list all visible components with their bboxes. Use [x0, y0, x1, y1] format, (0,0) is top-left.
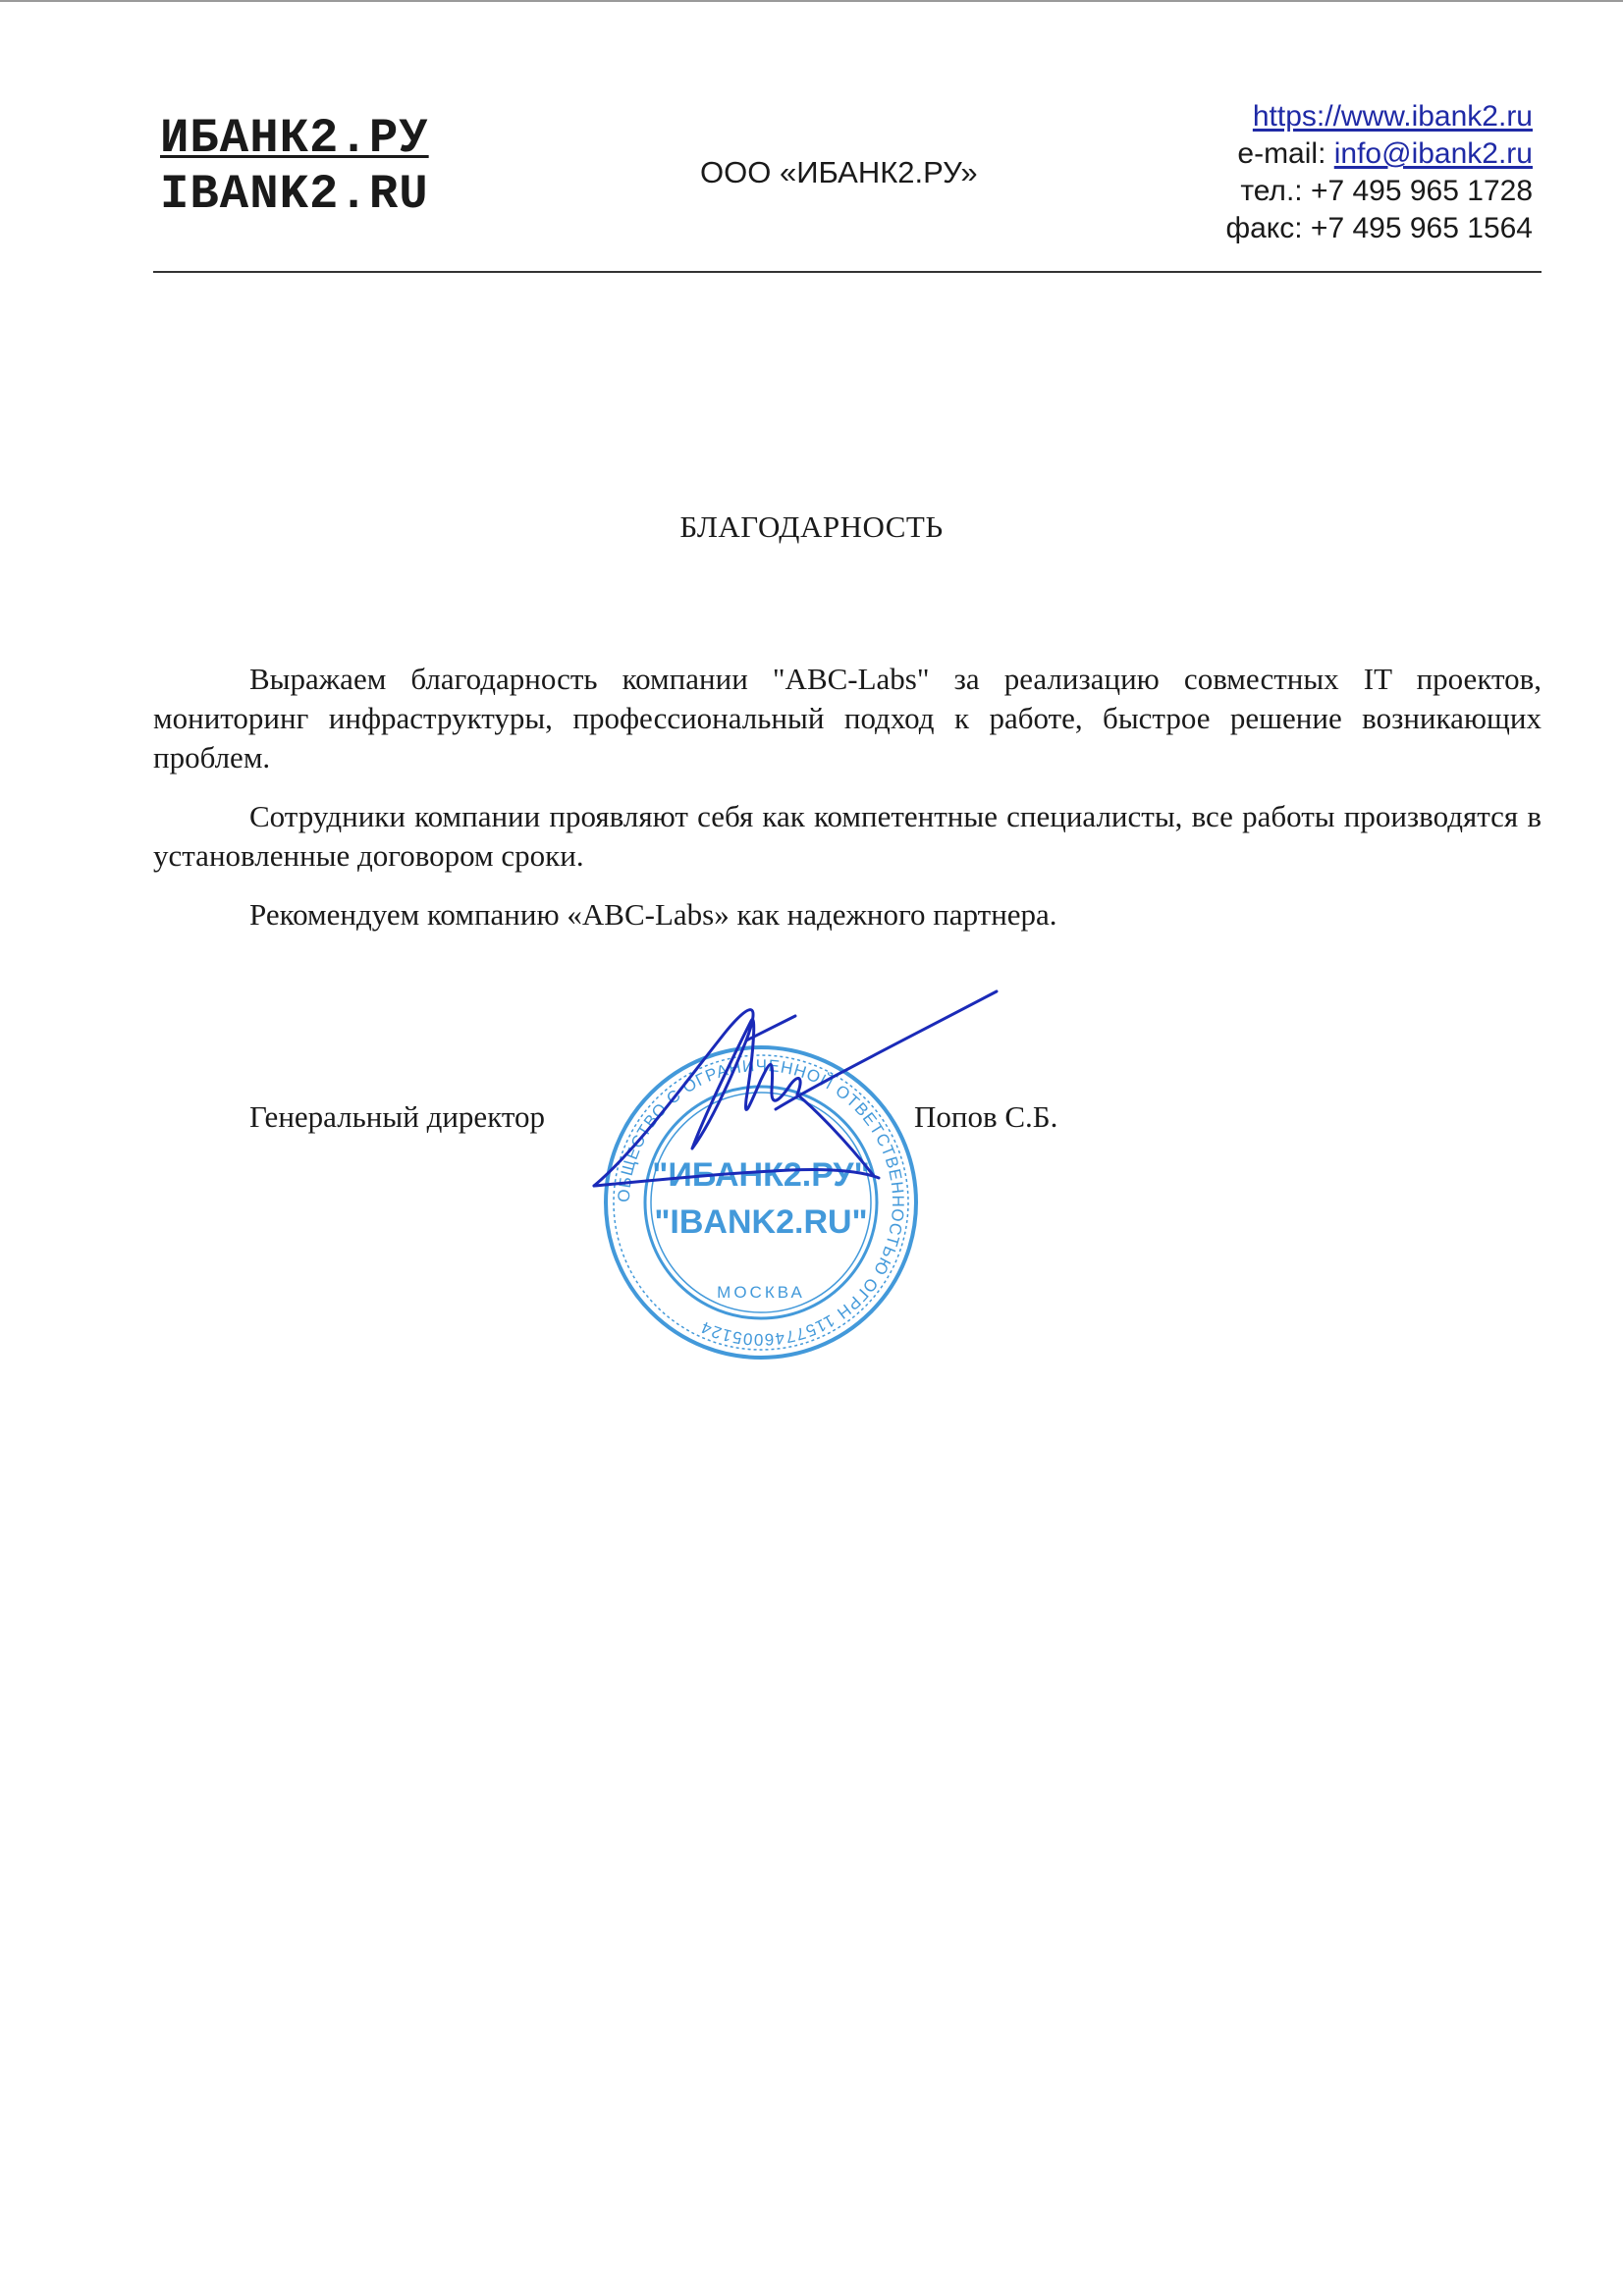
email-line — [1225, 135, 1533, 173]
fax-line: факс: +7 495 965 1564 — [1225, 212, 1533, 244]
stamp-line-latin: "IBANK2.RU" — [654, 1203, 868, 1241]
company-logo — [160, 111, 429, 223]
contact-block — [1225, 98, 1533, 247]
header-divider — [153, 271, 1542, 273]
letter-body — [153, 660, 1542, 954]
stamp-ring-text: ОБЩЕСТВО С ОГРАНИЧЕННОЙ ОТВЕТСТВЕННОСТЬЮ ОГРН 1157746005124 — [614, 1055, 908, 1350]
body-paragraph: Сотрудники компании проявляют себя как компетентные специалисты, все работы производятся в установленные договором сроки. — [153, 799, 1542, 873]
email-label: e-mail: — [1237, 137, 1334, 170]
logo-line-latin: IBANK2.RU — [160, 167, 429, 222]
body-paragraph: Рекомендуем компанию «ABC-Labs» как надежного партнера. — [249, 897, 1057, 932]
document-title: БЛАГОДАРНОСТЬ — [679, 509, 944, 544]
signatory-name: Попов С.Б. — [914, 1099, 1058, 1134]
page-top-edge — [0, 0, 1623, 2]
body-paragraph: Выражаем благодарность компании "ABC-Labs" за реализацию совместных IT проектов, мониторинг инфраструктуры, профессиональный подход к работе, быстрое решение возникающих проблем. — [153, 662, 1542, 774]
handwritten-signature — [579, 962, 1011, 1217]
stamp-city: МОСКВА — [717, 1283, 805, 1302]
email-link[interactable]: info@ibank2.ru — [1333, 137, 1533, 170]
website-link[interactable]: https://www.ibank2.ru — [1252, 100, 1533, 133]
company-name: ООО «ИБАНК2.РУ» — [700, 155, 978, 189]
signatory-role: Генеральный директор — [249, 1099, 545, 1134]
logo-line-cyrillic: ИБАНК2.РУ — [160, 111, 429, 166]
stamp-line-cyrillic: "ИБАНК2.РУ" — [652, 1156, 870, 1194]
phone-line: тел.: +7 495 965 1728 — [1240, 175, 1533, 207]
